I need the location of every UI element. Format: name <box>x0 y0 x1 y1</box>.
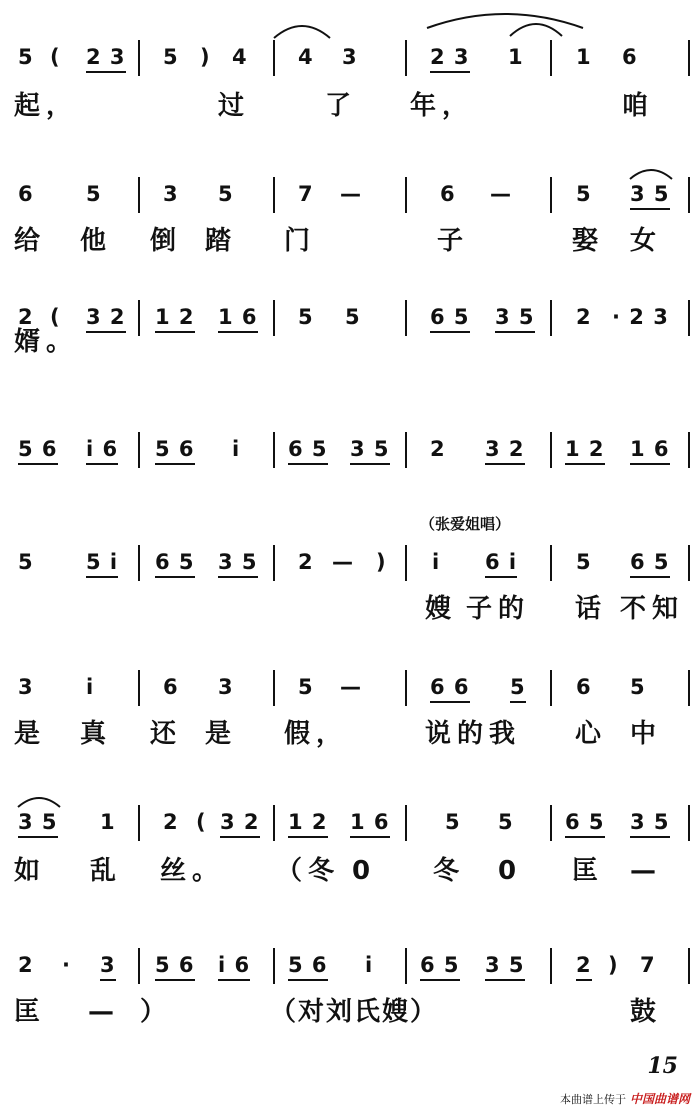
note-token: i 6 <box>218 952 250 981</box>
note-token: 3 2 <box>86 304 126 333</box>
note-token: i <box>86 675 95 699</box>
note-token: 2 <box>576 952 592 981</box>
note-token: 3 5 <box>218 549 258 578</box>
bar-line <box>273 545 275 581</box>
lyric-text: 丝。 <box>160 856 225 886</box>
lyric-text: 了 <box>325 91 358 121</box>
lyric-text: 0 <box>352 856 377 886</box>
lyric-text: 匡 <box>14 997 47 1027</box>
note-token: 3 <box>163 182 179 206</box>
bar-line <box>273 40 275 76</box>
bar-line <box>405 805 407 841</box>
lyric-text: 0 <box>498 856 523 886</box>
slur-arc <box>508 16 564 38</box>
lyric-text: 婿。 <box>14 327 79 357</box>
page-number: 15 <box>647 1053 678 1079</box>
note-token: 3 2 <box>485 436 525 465</box>
bar-line <box>405 545 407 581</box>
note-token: 5 <box>576 182 592 206</box>
lyric-text: 女 <box>630 226 663 256</box>
bar-line <box>405 948 407 984</box>
lyric-text: 假， <box>284 719 349 749</box>
note-token: 5 6 <box>18 436 58 465</box>
bar-line <box>550 670 552 706</box>
bar-line <box>138 948 140 984</box>
lyric-text: 咱 <box>622 91 655 121</box>
note-token: 2 <box>430 437 446 461</box>
note-token: 6 5 <box>565 809 605 838</box>
lyric-text: 子 <box>437 226 470 256</box>
note-token: 3 2 <box>220 809 260 838</box>
note-token: 2 <box>298 550 314 574</box>
bar-line <box>550 948 552 984</box>
note-token: 3 5 <box>18 809 58 838</box>
bar-line <box>273 805 275 841</box>
lyric-text: 冬 <box>433 856 466 886</box>
note-token: 5 <box>510 674 526 703</box>
lyric-text: 真 <box>80 719 113 749</box>
source-footer <box>560 1090 690 1107</box>
note-token: 5 <box>630 675 646 699</box>
note-token: i <box>365 953 374 977</box>
note-token: 5 6 <box>155 952 195 981</box>
bar-line <box>273 670 275 706</box>
note-token: 6 5 <box>420 952 460 981</box>
note-token: 1 <box>508 45 524 69</box>
lyric-text: 乱 <box>90 856 123 886</box>
note-token: 4 <box>298 45 314 69</box>
note-token: — <box>340 675 362 699</box>
site-logo: 中国曲谱网 <box>629 1092 690 1106</box>
note-token: 6 <box>163 675 179 699</box>
lyric-line <box>0 324 700 364</box>
note-token: 1 2 <box>155 304 195 333</box>
numbered-notation-line <box>0 948 700 988</box>
bar-line <box>688 948 690 984</box>
lyric-line <box>0 716 700 756</box>
note-token: 1 <box>100 810 116 834</box>
note-token: 5 i <box>86 549 118 578</box>
numbered-notation-line <box>0 177 700 217</box>
note-token: 5 <box>18 45 34 69</box>
slur-arc <box>272 18 332 40</box>
note-token: 3 <box>18 675 34 699</box>
note-token: — <box>490 182 512 206</box>
bar-line <box>273 432 275 468</box>
note-token: 5 <box>86 182 102 206</box>
bar-line <box>138 545 140 581</box>
lyric-text: 中 <box>630 719 663 749</box>
bar-line <box>550 805 552 841</box>
note-token: ) <box>376 550 387 574</box>
note-token: 6 6 <box>430 674 470 703</box>
note-token: i <box>232 437 241 461</box>
bar-line <box>688 40 690 76</box>
bar-line <box>688 432 690 468</box>
note-token: 6 5 <box>430 304 470 333</box>
note-token: 6 5 <box>155 549 195 578</box>
note-token: 2 <box>18 953 34 977</box>
note-token: 3 <box>100 952 116 981</box>
lyric-text: 如 <box>14 856 47 886</box>
note-token: 5 <box>498 810 514 834</box>
lyric-text: 他 <box>80 226 113 256</box>
lyric-text: 娶 <box>572 226 605 256</box>
note-token: 1 2 <box>288 809 328 838</box>
numbered-notation-line <box>0 670 700 710</box>
note-token: 5 6 <box>288 952 328 981</box>
lyric-text: （冬 <box>276 856 341 886</box>
note-token: 3 5 <box>350 436 390 465</box>
note-token: ( <box>50 45 61 69</box>
lyric-text: — <box>88 997 120 1027</box>
numbered-notation-line <box>0 432 700 472</box>
lyric-text: 心 <box>575 719 608 749</box>
lyric-line <box>0 994 700 1034</box>
performer-note: （张爱姐唱） <box>420 515 511 533</box>
note-token: 3 5 <box>495 304 535 333</box>
bar-line <box>688 670 690 706</box>
bar-line <box>138 40 140 76</box>
note-token: 3 5 <box>630 181 670 210</box>
note-token: 6 5 <box>630 549 670 578</box>
bar-line <box>405 432 407 468</box>
lyric-text: 嫂 <box>425 594 458 624</box>
lyric-text: 年， <box>410 91 475 121</box>
lyric-text: （对刘氏嫂） <box>270 997 439 1027</box>
note-token: — <box>340 182 362 206</box>
note-token: 6 i <box>485 549 517 578</box>
note-token: 6 <box>622 45 638 69</box>
lyric-text: 子的 <box>466 594 531 624</box>
lyric-text: ） <box>140 997 173 1027</box>
lyric-text: 踏 <box>205 226 238 256</box>
note-token: 3 5 <box>485 952 525 981</box>
bar-line <box>550 40 552 76</box>
lyric-line <box>0 853 700 893</box>
numbered-notation-line <box>0 805 700 845</box>
lyric-text: 是 <box>205 719 238 749</box>
note-token: 6 5 <box>288 436 328 465</box>
note-token: 1 6 <box>630 436 670 465</box>
note-token: 2 3 <box>86 44 126 73</box>
note-token: 3 <box>218 675 234 699</box>
lyric-text: 匡 <box>572 856 605 886</box>
note-token: 7 <box>298 182 314 206</box>
note-token: 5 <box>298 305 314 329</box>
lyric-text: 不知 <box>620 594 685 624</box>
lyric-text: 说的我 <box>425 719 522 749</box>
bar-line <box>550 432 552 468</box>
lyric-text: 还 <box>150 719 183 749</box>
bar-line <box>405 177 407 213</box>
bar-line <box>405 40 407 76</box>
note-token: 3 5 <box>630 809 670 838</box>
lyric-text: 给 <box>14 226 47 256</box>
bar-line <box>550 545 552 581</box>
note-token: i <box>432 550 441 574</box>
bar-line <box>550 177 552 213</box>
note-token: 6 <box>18 182 34 206</box>
note-token: ) <box>200 45 211 69</box>
bar-line <box>138 177 140 213</box>
lyric-text: 门 <box>284 226 317 256</box>
lyric-text: 话 <box>575 594 608 624</box>
note-token: 7 <box>640 953 656 977</box>
bar-line <box>138 432 140 468</box>
note-token: ) <box>608 953 619 977</box>
bar-line <box>688 177 690 213</box>
lyric-text: — <box>630 856 662 886</box>
note-token: i 6 <box>86 436 118 465</box>
note-token: · <box>62 953 71 977</box>
note-token: — <box>332 550 354 574</box>
note-token: 1 <box>576 45 592 69</box>
lyric-text: 过 <box>218 91 251 121</box>
lyric-text: 起， <box>14 91 79 121</box>
note-token: 1 6 <box>218 304 258 333</box>
note-token: · 2 3 <box>612 305 669 329</box>
lyric-text: 倒 <box>150 226 183 256</box>
lyric-text: 鼓 <box>630 997 663 1027</box>
bar-line <box>273 948 275 984</box>
bar-line <box>273 177 275 213</box>
note-token: 2 <box>163 810 179 834</box>
note-token: 2 <box>576 305 592 329</box>
bar-line <box>405 670 407 706</box>
note-token: 2 3 <box>430 44 470 73</box>
note-token: 1 6 <box>350 809 390 838</box>
note-token: 6 <box>576 675 592 699</box>
bar-line <box>688 545 690 581</box>
note-token: 5 <box>445 810 461 834</box>
numbered-notation-line <box>0 545 700 585</box>
note-token: 5 <box>345 305 361 329</box>
note-token: 1 2 <box>565 436 605 465</box>
note-token: 5 <box>163 45 179 69</box>
numbered-notation-line <box>0 40 700 80</box>
bar-line <box>138 670 140 706</box>
note-token: 5 <box>18 550 34 574</box>
note-token: 5 <box>218 182 234 206</box>
bar-line <box>138 805 140 841</box>
note-token: 2 <box>18 305 34 329</box>
note-token: 5 <box>576 550 592 574</box>
lyric-line <box>0 591 700 631</box>
note-token: 6 <box>440 182 456 206</box>
note-token: 5 <box>298 675 314 699</box>
lyric-line <box>0 88 700 128</box>
note-token: ( <box>196 810 207 834</box>
bar-line <box>688 805 690 841</box>
lyric-line <box>0 223 700 263</box>
footer-text: 本曲谱上传于 <box>559 1092 626 1106</box>
note-token: 3 <box>342 45 358 69</box>
note-token: ( <box>50 305 61 329</box>
note-token: 5 6 <box>155 436 195 465</box>
note-token: 4 <box>232 45 248 69</box>
lyric-text: 是 <box>14 719 47 749</box>
